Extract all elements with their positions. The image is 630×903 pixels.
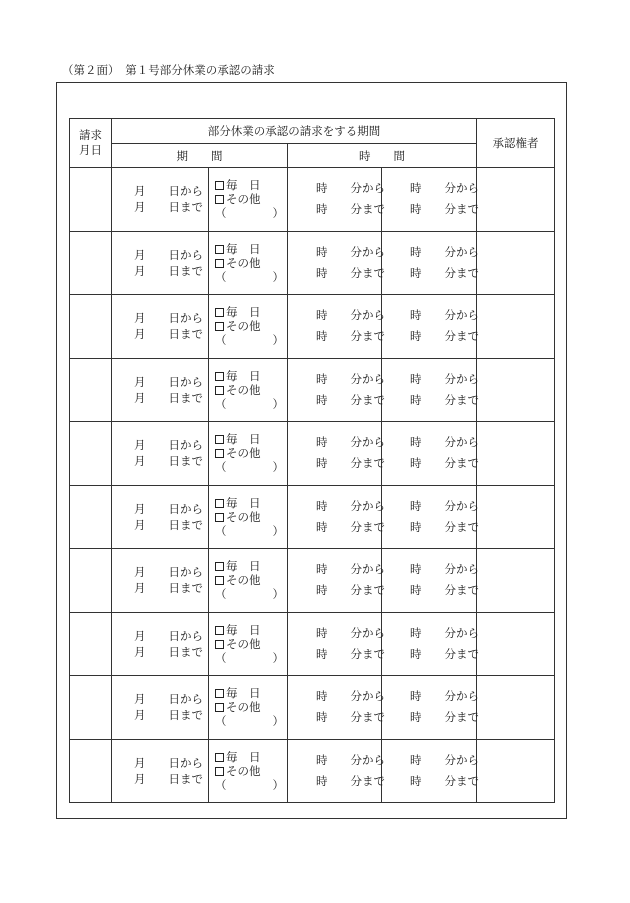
freq-paren-text: （ ） bbox=[215, 396, 284, 411]
time-to bbox=[316, 199, 385, 220]
time-to-text: 時 分まで bbox=[410, 646, 479, 661]
time-to bbox=[316, 644, 385, 665]
time-from bbox=[316, 242, 385, 263]
freq-other bbox=[215, 764, 287, 778]
time-from-text: 時 分から bbox=[316, 689, 385, 704]
period-from bbox=[134, 183, 208, 199]
checkbox[interactable] bbox=[215, 372, 224, 381]
frequency-cell[interactable] bbox=[209, 549, 288, 613]
header-period: 期 間 bbox=[112, 144, 288, 168]
freq-daily-text: 毎 日 bbox=[226, 178, 261, 193]
approver-cell[interactable] bbox=[477, 168, 555, 232]
time-to bbox=[316, 707, 385, 728]
frequency-cell[interactable] bbox=[209, 676, 288, 740]
period-to-text: 月 日まで bbox=[134, 771, 203, 786]
request-table bbox=[69, 118, 555, 803]
time-from bbox=[410, 178, 479, 199]
freq-paren bbox=[215, 587, 287, 601]
freq-paren-text: （ ） bbox=[215, 650, 284, 665]
checkbox[interactable] bbox=[215, 308, 224, 317]
header-request-date-line2: 月日 bbox=[79, 143, 102, 157]
period-to bbox=[134, 517, 208, 533]
time-from-text: 時 分から bbox=[316, 181, 385, 196]
time-cell-1[interactable] bbox=[288, 739, 385, 803]
time-to bbox=[410, 580, 479, 601]
time-from bbox=[316, 750, 385, 771]
approver-cell[interactable] bbox=[477, 549, 555, 613]
request-date-cell[interactable] bbox=[70, 739, 112, 803]
approver-cell[interactable] bbox=[477, 358, 555, 422]
table-row bbox=[70, 358, 555, 422]
freq-daily bbox=[215, 432, 287, 446]
freq-paren bbox=[215, 270, 287, 284]
time-cell-2[interactable] bbox=[382, 231, 477, 295]
time-to-text: 時 分まで bbox=[316, 202, 385, 217]
time-from bbox=[410, 496, 479, 517]
freq-other bbox=[215, 573, 287, 587]
approver-cell[interactable] bbox=[477, 676, 555, 740]
freq-daily-text: 毎 日 bbox=[226, 622, 261, 637]
time-to-text: 時 分まで bbox=[316, 646, 385, 661]
time-from-text: 時 分から bbox=[410, 244, 479, 259]
time-to-text: 時 分まで bbox=[316, 583, 385, 598]
request-date-cell[interactable] bbox=[70, 295, 112, 359]
time-from-text: 時 分から bbox=[316, 244, 385, 259]
time-from bbox=[410, 559, 479, 580]
table-row bbox=[70, 676, 555, 740]
period-to bbox=[134, 580, 208, 596]
table-row bbox=[70, 612, 555, 676]
time-cell-1[interactable] bbox=[288, 295, 385, 359]
time-to bbox=[316, 580, 385, 601]
time-to-text: 時 分まで bbox=[316, 456, 385, 471]
page-heading: （第２面） 第１号部分休業の承認の請求 bbox=[62, 63, 275, 77]
freq-daily-text: 毎 日 bbox=[226, 559, 261, 574]
approver-cell[interactable] bbox=[477, 295, 555, 359]
frequency-cell[interactable] bbox=[209, 739, 288, 803]
time-to bbox=[410, 326, 479, 347]
freq-daily bbox=[215, 305, 287, 319]
freq-paren-text: （ ） bbox=[215, 460, 284, 475]
period-to-text: 月 日まで bbox=[134, 263, 203, 278]
checkbox[interactable] bbox=[215, 626, 224, 635]
time-from-text: 時 分から bbox=[316, 435, 385, 450]
time-from-text: 時 分から bbox=[316, 371, 385, 386]
time-to-text: 時 分まで bbox=[410, 583, 479, 598]
time-to-text: 時 分まで bbox=[316, 519, 385, 534]
checkbox[interactable] bbox=[215, 245, 224, 254]
freq-paren bbox=[215, 333, 287, 347]
time-cell-1[interactable] bbox=[288, 612, 385, 676]
time-from bbox=[410, 305, 479, 326]
freq-paren-text: （ ） bbox=[215, 269, 284, 284]
table-row bbox=[70, 231, 555, 295]
frequency-cell[interactable] bbox=[209, 612, 288, 676]
frequency-cell[interactable] bbox=[209, 168, 288, 232]
freq-paren bbox=[215, 651, 287, 665]
checkbox[interactable] bbox=[215, 195, 224, 204]
freq-other-text: その他 bbox=[226, 573, 261, 588]
time-to bbox=[410, 199, 479, 220]
header-request-date-line1: 請求 bbox=[79, 128, 102, 142]
freq-other bbox=[215, 700, 287, 714]
time-from-text: 時 分から bbox=[316, 308, 385, 323]
freq-paren bbox=[215, 397, 287, 411]
time-to bbox=[316, 263, 385, 284]
period-to-text: 月 日まで bbox=[134, 517, 203, 532]
time-from bbox=[410, 369, 479, 390]
period-to-text: 月 日まで bbox=[134, 390, 203, 405]
freq-paren bbox=[215, 460, 287, 474]
time-to bbox=[410, 453, 479, 474]
checkbox[interactable] bbox=[215, 499, 224, 508]
time-to bbox=[410, 263, 479, 284]
period-to-text: 月 日まで bbox=[134, 581, 203, 596]
freq-other bbox=[215, 637, 287, 651]
request-date-cell[interactable] bbox=[70, 612, 112, 676]
freq-daily bbox=[215, 178, 287, 192]
header-request-date bbox=[70, 119, 112, 168]
time-cell-1[interactable] bbox=[288, 549, 385, 613]
freq-other-text: その他 bbox=[226, 446, 261, 461]
checkbox[interactable] bbox=[215, 435, 224, 444]
freq-daily bbox=[215, 242, 287, 256]
table-row bbox=[70, 739, 555, 803]
time-from bbox=[410, 686, 479, 707]
freq-paren-text: （ ） bbox=[215, 587, 284, 602]
freq-other-text: その他 bbox=[226, 509, 261, 524]
time-cell-1[interactable] bbox=[288, 168, 385, 232]
period-from-text: 月 日から bbox=[134, 184, 203, 199]
time-from bbox=[316, 496, 385, 517]
time-from-text: 時 分から bbox=[410, 498, 479, 513]
freq-daily bbox=[215, 750, 287, 764]
period-from bbox=[134, 437, 208, 453]
freq-daily-text: 毎 日 bbox=[226, 241, 261, 256]
checkbox[interactable] bbox=[215, 753, 224, 762]
period-from bbox=[134, 374, 208, 390]
period-to-text: 月 日まで bbox=[134, 708, 203, 723]
freq-other-text: その他 bbox=[226, 382, 261, 397]
request-date-cell[interactable] bbox=[70, 676, 112, 740]
period-from-text: 月 日から bbox=[134, 628, 203, 643]
period-to bbox=[134, 453, 208, 469]
freq-other-text: その他 bbox=[226, 763, 261, 778]
freq-other-text: その他 bbox=[226, 700, 261, 715]
freq-paren-text: （ ） bbox=[215, 714, 284, 729]
checkbox[interactable] bbox=[215, 259, 224, 268]
approver-cell[interactable] bbox=[477, 485, 555, 549]
freq-daily bbox=[215, 559, 287, 573]
period-from bbox=[134, 247, 208, 263]
period-cell[interactable] bbox=[112, 485, 209, 549]
period-from-text: 月 日から bbox=[134, 374, 203, 389]
freq-daily bbox=[215, 686, 287, 700]
freq-other bbox=[215, 383, 287, 397]
freq-paren bbox=[215, 778, 287, 792]
time-cell-1[interactable] bbox=[288, 676, 385, 740]
checkbox[interactable] bbox=[215, 449, 224, 458]
period-cell[interactable] bbox=[112, 612, 209, 676]
time-to bbox=[410, 390, 479, 411]
period-to bbox=[134, 771, 208, 787]
table-row bbox=[70, 485, 555, 549]
time-cell-2[interactable] bbox=[382, 549, 477, 613]
freq-daily bbox=[215, 496, 287, 510]
time-cell-2[interactable] bbox=[382, 358, 477, 422]
checkbox[interactable] bbox=[215, 181, 224, 190]
time-to-text: 時 分まで bbox=[410, 392, 479, 407]
checkbox[interactable] bbox=[215, 640, 224, 649]
freq-paren-text: （ ） bbox=[215, 777, 284, 792]
period-cell[interactable] bbox=[112, 676, 209, 740]
request-date-cell[interactable] bbox=[70, 168, 112, 232]
freq-other bbox=[215, 256, 287, 270]
freq-other bbox=[215, 319, 287, 333]
freq-other-text: その他 bbox=[226, 636, 261, 651]
time-from-text: 時 分から bbox=[410, 689, 479, 704]
time-from-text: 時 分から bbox=[410, 181, 479, 196]
time-from-text: 時 分から bbox=[410, 308, 479, 323]
time-from bbox=[316, 432, 385, 453]
time-cell-1[interactable] bbox=[288, 358, 385, 422]
period-from bbox=[134, 755, 208, 771]
period-cell[interactable] bbox=[112, 168, 209, 232]
checkbox[interactable] bbox=[215, 386, 224, 395]
time-from bbox=[410, 750, 479, 771]
period-from-text: 月 日から bbox=[134, 311, 203, 326]
freq-daily-text: 毎 日 bbox=[226, 368, 261, 383]
period-to bbox=[134, 326, 208, 342]
table-row bbox=[70, 549, 555, 613]
time-to-text: 時 分まで bbox=[316, 710, 385, 725]
period-from-text: 月 日から bbox=[134, 755, 203, 770]
table-row bbox=[70, 168, 555, 232]
period-cell[interactable] bbox=[112, 739, 209, 803]
period-cell[interactable] bbox=[112, 358, 209, 422]
period-from-text: 月 日から bbox=[134, 501, 203, 516]
time-to-text: 時 分まで bbox=[316, 392, 385, 407]
time-from bbox=[316, 178, 385, 199]
time-from-text: 時 分から bbox=[316, 625, 385, 640]
time-from-text: 時 分から bbox=[410, 625, 479, 640]
time-to bbox=[316, 453, 385, 474]
request-date-cell[interactable] bbox=[70, 485, 112, 549]
period-to bbox=[134, 390, 208, 406]
checkbox[interactable] bbox=[215, 322, 224, 331]
table-row bbox=[70, 295, 555, 359]
freq-daily-text: 毎 日 bbox=[226, 686, 261, 701]
time-to-text: 時 分まで bbox=[410, 710, 479, 725]
time-cell-2[interactable] bbox=[382, 485, 477, 549]
freq-other-text: その他 bbox=[226, 192, 261, 207]
approver-cell[interactable] bbox=[477, 612, 555, 676]
freq-daily-text: 毎 日 bbox=[226, 305, 261, 320]
approver-cell[interactable] bbox=[477, 422, 555, 486]
time-to-text: 時 分まで bbox=[410, 456, 479, 471]
header-approver: 承認権者 bbox=[477, 119, 555, 168]
period-to-text: 月 日まで bbox=[134, 327, 203, 342]
time-to bbox=[316, 390, 385, 411]
freq-paren bbox=[215, 206, 287, 220]
freq-paren-text: （ ） bbox=[215, 523, 284, 538]
checkbox[interactable] bbox=[215, 513, 224, 522]
time-from-text: 時 分から bbox=[410, 435, 479, 450]
time-from-text: 時 分から bbox=[410, 752, 479, 767]
freq-other-text: その他 bbox=[226, 319, 261, 334]
time-from-text: 時 分から bbox=[410, 562, 479, 577]
time-from bbox=[316, 369, 385, 390]
freq-paren-text: （ ） bbox=[215, 333, 284, 348]
freq-other bbox=[215, 192, 287, 206]
time-cell-2[interactable] bbox=[382, 739, 477, 803]
time-from-text: 時 分から bbox=[316, 562, 385, 577]
period-to bbox=[134, 263, 208, 279]
time-to-text: 時 分まで bbox=[410, 773, 479, 788]
time-to bbox=[410, 771, 479, 792]
time-to-text: 時 分まで bbox=[316, 329, 385, 344]
period-to bbox=[134, 199, 208, 215]
time-from bbox=[316, 559, 385, 580]
time-to bbox=[316, 771, 385, 792]
period-cell[interactable] bbox=[112, 231, 209, 295]
time-cell-2[interactable] bbox=[382, 676, 477, 740]
table-body bbox=[70, 168, 555, 803]
time-cell-2[interactable] bbox=[382, 295, 477, 359]
time-from bbox=[316, 623, 385, 644]
time-to bbox=[410, 707, 479, 728]
request-date-cell[interactable] bbox=[70, 422, 112, 486]
approver-cell[interactable] bbox=[477, 739, 555, 803]
time-to-text: 時 分まで bbox=[410, 329, 479, 344]
freq-daily bbox=[215, 623, 287, 637]
frequency-cell[interactable] bbox=[209, 485, 288, 549]
time-from-text: 時 分から bbox=[410, 371, 479, 386]
period-from-text: 月 日から bbox=[134, 438, 203, 453]
period-to-text: 月 日まで bbox=[134, 644, 203, 659]
time-from bbox=[410, 623, 479, 644]
time-cell-1[interactable] bbox=[288, 422, 385, 486]
freq-other bbox=[215, 510, 287, 524]
time-to-text: 時 分まで bbox=[316, 773, 385, 788]
time-to-text: 時 分まで bbox=[410, 265, 479, 280]
table-row bbox=[70, 422, 555, 486]
time-cell-1[interactable] bbox=[288, 485, 385, 549]
checkbox[interactable] bbox=[215, 689, 224, 698]
request-date-cell[interactable] bbox=[70, 231, 112, 295]
freq-other-text: その他 bbox=[226, 255, 261, 270]
freq-paren-text: （ ） bbox=[215, 206, 284, 221]
freq-paren bbox=[215, 524, 287, 538]
time-from bbox=[316, 305, 385, 326]
time-to bbox=[410, 517, 479, 538]
freq-daily bbox=[215, 369, 287, 383]
time-to bbox=[410, 644, 479, 665]
frequency-cell[interactable] bbox=[209, 422, 288, 486]
time-from bbox=[316, 686, 385, 707]
freq-daily-text: 毎 日 bbox=[226, 749, 261, 764]
time-to-text: 時 分まで bbox=[410, 519, 479, 534]
frequency-cell[interactable] bbox=[209, 231, 288, 295]
period-to-text: 月 日まで bbox=[134, 200, 203, 215]
time-to-text: 時 分まで bbox=[316, 265, 385, 280]
period-to bbox=[134, 644, 208, 660]
period-to-text: 月 日まで bbox=[134, 454, 203, 469]
time-cell-2[interactable] bbox=[382, 422, 477, 486]
frequency-cell[interactable] bbox=[209, 295, 288, 359]
period-from-text: 月 日から bbox=[134, 565, 203, 580]
checkbox[interactable] bbox=[215, 767, 224, 776]
period-from bbox=[134, 691, 208, 707]
period-from bbox=[134, 564, 208, 580]
period-from bbox=[134, 628, 208, 644]
time-to bbox=[316, 326, 385, 347]
time-cell-1[interactable] bbox=[288, 231, 385, 295]
period-cell[interactable] bbox=[112, 295, 209, 359]
freq-daily-text: 毎 日 bbox=[226, 432, 261, 447]
time-from-text: 時 分から bbox=[316, 752, 385, 767]
time-to-text: 時 分まで bbox=[410, 202, 479, 217]
time-from bbox=[410, 432, 479, 453]
period-cell[interactable] bbox=[112, 422, 209, 486]
checkbox[interactable] bbox=[215, 562, 224, 571]
freq-paren bbox=[215, 714, 287, 728]
header-period-group: 部分休業の承認の請求をする期間 bbox=[112, 119, 477, 144]
period-from-text: 月 日から bbox=[134, 692, 203, 707]
time-to bbox=[316, 517, 385, 538]
checkbox[interactable] bbox=[215, 703, 224, 712]
freq-daily-text: 毎 日 bbox=[226, 495, 261, 510]
request-date-cell[interactable] bbox=[70, 358, 112, 422]
period-cell[interactable] bbox=[112, 549, 209, 613]
time-from bbox=[410, 242, 479, 263]
period-to bbox=[134, 707, 208, 723]
frequency-cell[interactable] bbox=[209, 358, 288, 422]
time-cell-2[interactable] bbox=[382, 168, 477, 232]
time-from-text: 時 分から bbox=[316, 498, 385, 513]
approver-cell[interactable] bbox=[477, 231, 555, 295]
form-frame bbox=[56, 82, 567, 819]
checkbox[interactable] bbox=[215, 576, 224, 585]
request-date-cell[interactable] bbox=[70, 549, 112, 613]
header-time: 時 間 bbox=[288, 144, 477, 168]
period-from bbox=[134, 501, 208, 517]
period-from bbox=[134, 310, 208, 326]
time-cell-2[interactable] bbox=[382, 612, 477, 676]
period-from-text: 月 日から bbox=[134, 247, 203, 262]
freq-other bbox=[215, 446, 287, 460]
